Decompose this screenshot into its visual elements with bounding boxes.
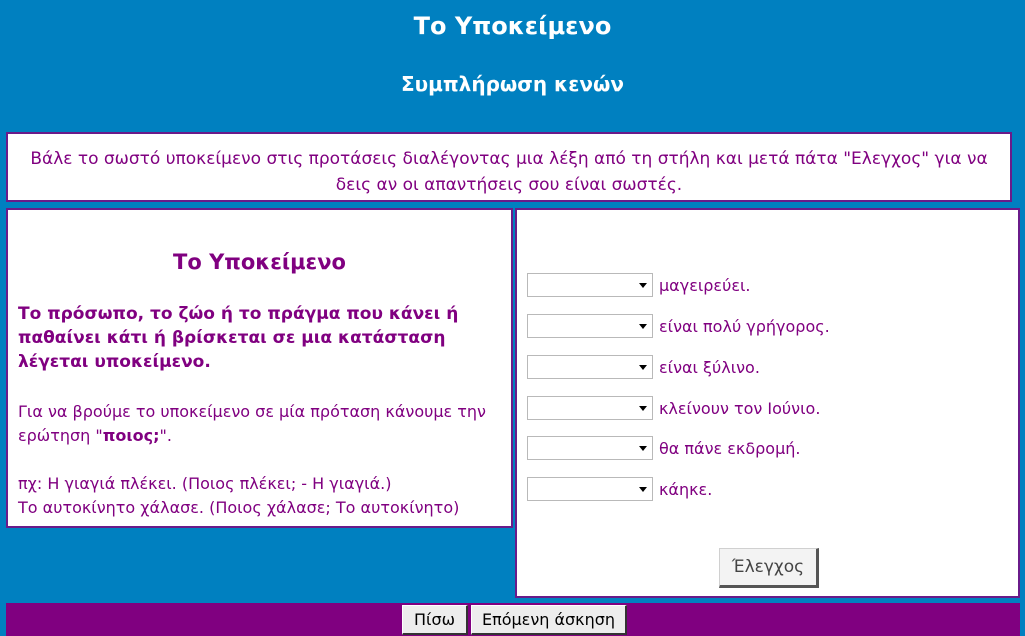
sentence-row xyxy=(527,395,820,421)
page-subtitle: Συμπλήρωση κενών xyxy=(400,72,625,96)
theory-definition: Το πρόσωπο, το ζώο ή το πράγμα που κάνει ή παθαίνει κάτι ή βρίσκεται σε μια κατάσταση λέγεται υποκείμενο. xyxy=(18,304,459,372)
chevron-down-icon xyxy=(639,283,647,288)
chevron-down-icon xyxy=(639,406,647,411)
sentence-text: κάηκε. xyxy=(659,479,713,499)
subject-dropdown[interactable] xyxy=(527,273,653,297)
sentence-row xyxy=(527,354,760,380)
theory-title: Το Υποκείμενο xyxy=(173,250,346,274)
subject-dropdown[interactable] xyxy=(527,436,653,460)
question-suffix: ". xyxy=(159,426,172,445)
page-title: Το Υποκείμενο xyxy=(413,12,612,40)
sentence-row xyxy=(527,272,750,298)
example-line: πχ: Η γιαγιά πλέκει. (Ποιος πλέκει; - Η γιαγιά.) xyxy=(18,474,392,493)
subject-dropdown[interactable] xyxy=(527,396,653,420)
sentence-text: μαγειρεύει. xyxy=(659,275,751,295)
subject-dropdown[interactable] xyxy=(527,355,653,379)
back-button[interactable]: Πίσω xyxy=(402,605,468,635)
sentence-text: κλείνουν τον Ιούνιο. xyxy=(659,398,821,418)
page-header xyxy=(0,0,1025,130)
next-exercise-button[interactable]: Επόμενη άσκηση xyxy=(471,605,627,635)
sentence-row xyxy=(527,313,830,339)
sentence-text: θα πάνε εκδρομή. xyxy=(659,438,801,458)
chevron-down-icon xyxy=(639,487,647,492)
example-line: Το αυτοκίνητο χάλασε. (Ποιος χάλασε; Το αυτοκίνητο) xyxy=(18,498,460,517)
theory-panel xyxy=(6,208,513,528)
footer-bar xyxy=(6,603,1020,636)
sentence-row xyxy=(527,435,801,461)
question-prefix: Για να βρούμε το υποκείμενο σε μία πρόταση κάνουμε την ερώτηση " xyxy=(18,402,486,445)
sentence-text: είναι πολύ γρήγορος. xyxy=(659,316,830,336)
subject-dropdown[interactable] xyxy=(527,477,653,501)
theory-question xyxy=(18,400,497,448)
chevron-down-icon xyxy=(639,324,647,329)
sentence-text: είναι ξύλινο. xyxy=(659,357,760,377)
chevron-down-icon xyxy=(639,446,647,451)
question-word: ποιος; xyxy=(102,426,160,445)
exercise-panel xyxy=(515,208,1020,598)
sentence-row xyxy=(527,476,712,502)
instructions-box xyxy=(6,132,1012,202)
check-button[interactable]: Έλεγχος xyxy=(719,548,819,588)
subject-dropdown[interactable] xyxy=(527,314,653,338)
theory-examples xyxy=(18,472,501,520)
instructions-text: Βάλε το σωστό υποκείμενο στις προτάσεις διαλέγοντας μια λέξη από τη στήλη και μετά πάτα "Ελεγχος" για να δεις αν οι απαντήσεις σου είναι σωστές. xyxy=(30,149,988,195)
chevron-down-icon xyxy=(639,365,647,370)
